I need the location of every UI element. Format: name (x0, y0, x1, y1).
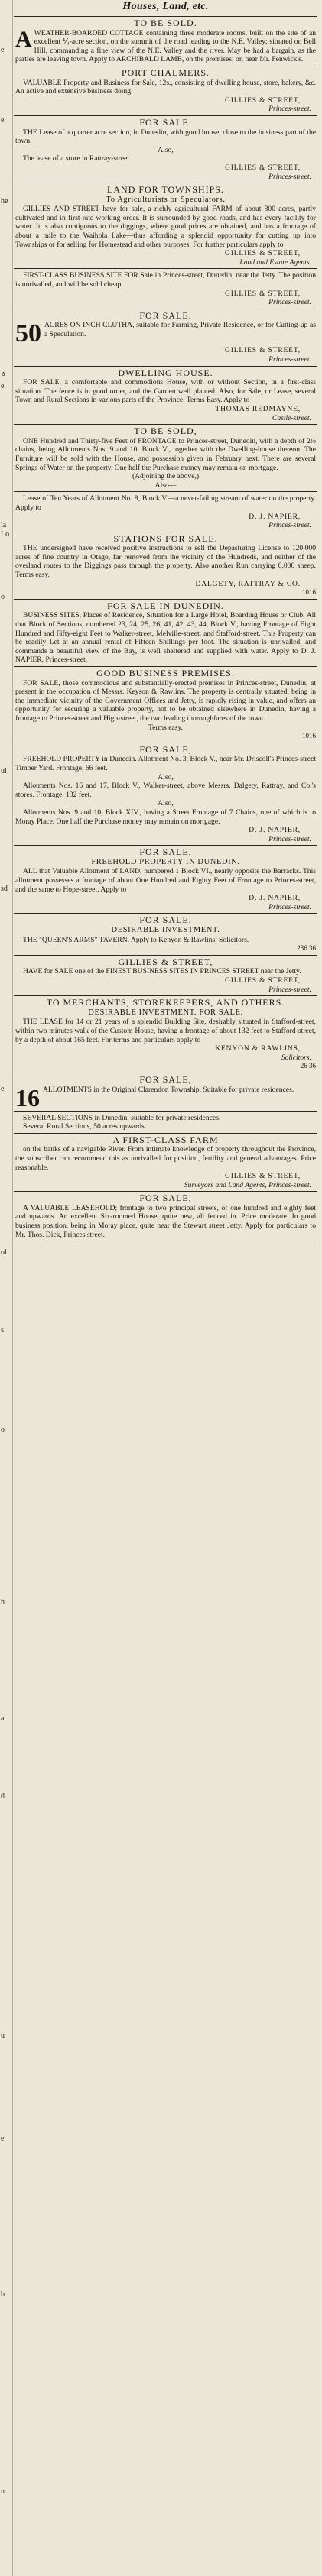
ad-signature: D. J. NAPIER, (249, 512, 301, 521)
ad-heading: FOR SALE IN DUNEDIN. (107, 600, 224, 611)
ad-block (14, 66, 317, 114)
ad-subheading: FREEHOLD PROPERTY IN DUNEDIN. (91, 857, 240, 866)
ad-signature: GILLIES & STREET, (225, 289, 301, 298)
ad-body (15, 967, 316, 976)
ad-block (14, 186, 317, 267)
ad-heading: FOR SALE, (139, 743, 192, 755)
ad-body (15, 494, 316, 512)
gutter-fragment: d (1, 1792, 5, 1801)
ad-reference: 26 36 (300, 1062, 316, 1070)
ad-extra: Allotments Nos. 16 and 17, Block V., Walker-street, above Messrs. Dalgety, Rattray, and Co.'s stores. Frontage, 132 feet. (15, 782, 316, 799)
gutter-fragment: b (1, 2290, 5, 2299)
ad-body (15, 205, 316, 249)
gutter-fragment: h (1, 1598, 5, 1607)
ad-extra: Also, (158, 799, 174, 808)
drop-initial: 50 (15, 319, 41, 348)
ad-address: Princes-street. (268, 355, 311, 364)
classifieds-column (14, 0, 317, 1244)
ad-extra: Several Rural Sections, 50 acres upwards (23, 1122, 145, 1131)
ad-heading: A FIRST-CLASS FARM (112, 1134, 219, 1145)
ad-heading: GOOD BUSINESS PREMISES. (96, 668, 235, 678)
ad-block (14, 848, 317, 911)
ad-extra: Also— (154, 481, 177, 490)
ad-extra: The lease of a store in Rattray-street. (23, 154, 132, 163)
gutter-fragment: ol (1, 1248, 7, 1257)
ad-extra: Allotments Nos. 9 and 10, Block XIV., having a Street Frontage of 7 Chains, one of which is to Moray Place. One half the Purchase money may remain on mortgage. (15, 807, 316, 826)
ad-address: Surveyors and Land Agents, Princes-street. (184, 1180, 311, 1189)
ad-heading: FOR SALE, (139, 846, 192, 858)
ad-body-text: VALUABLE Property and Business for Sale, 12s., consisting of dwelling house, store, bakery, &c. An active and extensive business doing. (15, 78, 316, 96)
section-header: Houses, Land, etc. (122, 1, 209, 12)
gutter-fragment: n (1, 2487, 5, 2496)
ad-body (15, 1204, 316, 1239)
gutter-fragment: e (1, 382, 5, 390)
ad-block (14, 369, 317, 423)
ad-body (15, 437, 316, 472)
ad-heading: TO BE SOLD. (134, 18, 197, 28)
ad-body (15, 271, 316, 289)
ad-body (15, 1114, 316, 1123)
ad-heading: TO BE SOLD, (134, 426, 197, 437)
divider (14, 599, 317, 600)
gutter-fragment: Lo (1, 530, 10, 539)
ad-extra: Terms easy. (148, 723, 184, 732)
divider (14, 366, 317, 367)
ad-signature: DALGETY, RATTRAY & CO. (195, 579, 301, 588)
ad-block (14, 998, 317, 1071)
ad-body-text: THE "QUEEN'S ARMS" TAVERN. Apply to Kenyon & Rawlins, Solicitors. (23, 935, 249, 944)
ad-block (14, 1073, 317, 1112)
gutter-fragment: e (1, 1085, 5, 1093)
divider (14, 1133, 317, 1134)
divider (14, 666, 317, 667)
ad-heading: GILLIES & STREET, (118, 956, 213, 967)
divider (14, 424, 317, 425)
ad-body (15, 755, 316, 772)
ad-signature: KENYON & RAWLINS, (215, 1044, 301, 1053)
gutter-fragment: u (1, 2032, 5, 2040)
ad-body (15, 936, 316, 945)
left-gutter-fragments (0, 0, 12, 2576)
ad-address: Land and Estate Agents. (239, 257, 311, 267)
ad-body-text: THE undersigned have received positive instructions to sell the Depasturing License to 120,000 acres of fine country in Otago, far removed from the vicinity of the Hundreds, and neither of the overland routes to the Diggings pass through the property. Also another Run carrying 6,000 sheep. Terms easy. (15, 544, 316, 580)
ad-body (15, 544, 316, 579)
ad-reference: 236 36 (297, 944, 316, 953)
ad-address: Solicitors. (281, 1053, 311, 1062)
ad-subheading: DESIRABLE INVESTMENT. FOR SALE. (88, 1008, 243, 1017)
ad-body (15, 1083, 316, 1112)
ad-heading: FOR SALE, (139, 1193, 192, 1204)
ad-body (15, 319, 316, 348)
column-rule (12, 0, 13, 2576)
gutter-fragment: A (1, 371, 7, 380)
ad-body-text: FIRST-CLASS BUSINESS SITE FOR Sale in Princes-street, Dunedin, near the Jetty. The position is unrivalled, and will be sold cheap. (15, 271, 316, 290)
ad-address: Princes-street. (268, 985, 311, 994)
divider (14, 115, 317, 116)
ad-body-text: FOR SALE, those commodious and substantially-erected premises in Princes-street, Dunedin, at present in the occupation of Messrs. Keyson & Rawlins. The property is centrally situated, being in the immediate vicinity of the Government Offices and Jetty, is rapidly rising in value, and offers an opportunity for securing a valuable property, not to be obtained elsewhere in Dunedin, having a frontage to Princes-street and High-street, the two leading thoroughfares of the town. (15, 678, 316, 723)
ad-block (14, 1136, 317, 1190)
ad-body-text: GILLIES AND STREET have for sale, a richly agricultural FARM of about 300 acres, partly cultivated and in first-rate working order. It is surrounded by good roads, and has every facility for water. It is also contiguous to the diggings, where good prices are obtained, and has a frontage of about a mile to the Waihola Lake—thus affording a splendid opportunity for cutting up into Townships or for selling for Homestead and other purposes. For further particulars apply to (15, 205, 316, 249)
drop-initial: A (15, 26, 32, 52)
ad-reference: 1016 (302, 588, 316, 597)
ad-signature: D. J. NAPIER, (249, 826, 301, 835)
ad-block (14, 602, 317, 665)
ad-block (14, 532, 317, 597)
ad-body-text: ALL that Valuable Allotment of LAND, numbered 1 Block VI., nearly opposite the Barracks. This allotment possesses a frontage of about One Hundred and Eighty Feet of Frontage to Princes-street, and the same to Hope-street. Apply to (15, 867, 316, 894)
ad-block (14, 1194, 317, 1239)
divider (14, 16, 317, 17)
ad-extra: Also, (158, 772, 174, 782)
gutter-fragment: e (1, 2134, 5, 2143)
ad-address: Princes-street. (268, 298, 311, 307)
ad-reference: 1016 (302, 732, 316, 740)
ad-body-text: ACRES ON INCH CLUTHA, suitable for Farming, Private Residence, or for Cutting-up as a Speculation. (44, 321, 316, 338)
gutter-fragment: s (1, 1326, 4, 1335)
ad-heading: FOR SALE. (139, 309, 192, 321)
ad-address: Princes-street. (268, 172, 311, 181)
ad-heading: FOR SALE, (139, 1073, 192, 1085)
ad-body-text: BUSINESS SITES, Places of Residence, Situation for a Large Hotel, Boarding House or Club, All that Block of Sections, numbered 23, 24, 25, 26, 41, 42, 43, 44, Block V., having Frontage of Eight Hundred and Fifty-eight Feet to Walker-street, Melville-street, and Stafford-street. This Property can be readily Let at an annual rental of Fifteen Shillings per foot. The situation is unrivalled, and commands a beautiful view of the Bay, is well sheltered and supplied with water. Apply to D. J. NAPIER, Princes-street. (15, 611, 316, 665)
ad-heading: FOR SALE. (139, 914, 192, 926)
ad-block (14, 958, 317, 994)
ad-signature: GILLIES & STREET, (225, 976, 301, 985)
ad-signature: GILLIES & STREET, (225, 1172, 301, 1181)
ad-address: Princes-street. (268, 834, 311, 843)
divider (14, 491, 317, 492)
ad-heading: PORT CHALMERS. (121, 66, 210, 78)
ad-block (14, 669, 317, 741)
ad-heading: FOR SALE. (139, 116, 192, 128)
ad-block (14, 916, 317, 953)
ad-body (15, 79, 316, 96)
ad-body-text: A VALUABLE LEASEHOLD; frontage to two principal streets, of one hundred and eighty feet and upwards. An excellent Six-roomed House, quite new, all fenced in. Price moderate. In good business position, being in Moray place, quite near the Stewart street Jetty. Apply for particulars to Mr. Thos. Dick, Princes street. (15, 1203, 316, 1239)
ad-signature: GILLIES & STREET, (225, 95, 301, 105)
ad-address: Princes-street. (268, 521, 311, 530)
ad-signature: THOMAS REDMAYNE, (215, 404, 301, 413)
ad-body (15, 1018, 316, 1044)
ad-signature: GILLIES & STREET, (225, 346, 301, 355)
divider (14, 913, 317, 914)
ad-block (14, 19, 317, 64)
divider (14, 955, 317, 956)
gutter-fragment: ul (1, 767, 7, 775)
ad-body (15, 679, 316, 723)
ad-body-text: SEVERAL SECTIONS in Dunedin, suitable for private residences. (23, 1113, 221, 1122)
gutter-fragment: o (1, 1426, 5, 1434)
ad-block (14, 1114, 317, 1131)
ads-list (14, 19, 317, 1241)
ad-body-text: on the banks of a navigable River. From intimate knowledge of property throughout the Province, the subscriber can recommend this as unrivalled for position, fertility and general advantages. Price reasonable. (15, 1145, 316, 1172)
gutter-fragment: e (1, 46, 5, 54)
ad-body-text: WEATHER-BOARDED COTTAGE containing three moderate rooms, built on the site of an excellent ⅟₄-acre section, on the summit of the road leading to the N.E. Valley; situated on Bell Hill, commanding a fine view of the N.E. Valley and the river. May be had a bargain, as the parties are leaving town. Apply to ARCHIBALD LAMB, on the premises; or, near Mr. Fenwick's. (15, 28, 316, 64)
gutter-fragment: o (1, 593, 5, 601)
ad-subheading: DESIRABLE INVESTMENT. (111, 926, 220, 935)
divider (14, 845, 317, 846)
ad-body (15, 1145, 316, 1172)
ad-address: Castle-street. (272, 413, 311, 422)
ad-block (14, 271, 317, 306)
ad-body-text: FOR SALE, a comfortable and commodious House, with or without Section, in a first-class situation. The fence is in good order, and the Garden well planted. Also, for Sale, or Lease, several Town and Rural Sections in various parts of the Province. Terms Easy. Apply to (15, 378, 316, 405)
divider (14, 268, 317, 269)
ad-signature: GILLIES & STREET, (225, 249, 301, 258)
ad-body (15, 26, 316, 64)
ad-heading: TO MERCHANTS, STOREKEEPERS, AND OTHERS. (46, 997, 285, 1008)
ad-body (15, 378, 316, 405)
ad-body-text: THE Lease of a quarter acre section, in Dunedin, with good house, close to the business part of the town. (15, 128, 316, 146)
ad-body (15, 611, 316, 665)
gutter-fragment: sd (1, 885, 8, 893)
ad-signature: GILLIES & STREET, (225, 163, 301, 172)
ad-body-text: Lease of Ten Years of Allotment No. 8, Block V.—a never-failing stream of water on the property. Apply to (15, 494, 316, 512)
divider (14, 1111, 317, 1112)
ad-body-text: ALLOTMENTS in the Original Clarendon Township. Suitable for private residences. (43, 1085, 294, 1094)
drop-initial: 16 (15, 1083, 40, 1112)
gutter-fragment: la (1, 521, 7, 529)
ad-subheading: To Agriculturists or Speculators. (106, 195, 226, 204)
gutter-fragment: e (1, 116, 5, 125)
ad-heading: DWELLING HOUSE. (118, 367, 213, 378)
ad-heading: STATIONS FOR SALE. (113, 532, 218, 544)
ad-extra: Also, (158, 145, 174, 154)
ad-extra: (Adjoining the above,) (132, 472, 200, 481)
ad-address: Princes-street. (268, 105, 311, 114)
ad-heading: LAND FOR TOWNSHIPS. (107, 184, 224, 196)
ad-block (14, 743, 317, 844)
ad-address: Princes-street. (268, 902, 311, 911)
ad-body (15, 128, 316, 146)
ad-body (15, 867, 316, 894)
ad-body-text: HAVE for SALE one of the FINEST BUSINESS SITES IN PRINCES STREET near the Jetty. (23, 967, 301, 976)
ad-block (14, 427, 317, 490)
gutter-fragment: a (1, 1714, 5, 1723)
ad-block (14, 118, 317, 181)
ad-body-text: FREEHOLD PROPERTY in Dunedin. Allotment No. 3, Block V., near Mr. Driscoll's Princes-street Timber Yard. Frontage, 66 feet. (15, 755, 316, 772)
divider (14, 1191, 317, 1192)
ad-body-text: THE LEASE for 14 or 21 years of a splendid Building Site, desirably situated in Stafford-street, within two minutes walk of the Custom House, having a frontage of about 132 feet to Stafford-street, by a depth of about 165 feet. For terms and particulars apply to (15, 1018, 316, 1044)
ad-block (14, 494, 317, 529)
ad-signature: D. J. NAPIER, (249, 894, 301, 903)
ad-body-text: ONE Hundred and Thirty-five Feet of FRONTAGE to Princes-street, Dunedin, with a depth of 2½ chains, being Allotments Nos. 9 and 10, Block V., together with the Dwelling-house thereon. The Furniture will be sold with the House, and possession given in February next. There are several Springs of Water on the property. One half the Purchase money may remain on mortgage. (15, 436, 316, 472)
gutter-fragment: he (1, 197, 8, 205)
divider (14, 995, 317, 996)
ad-block (14, 309, 317, 364)
